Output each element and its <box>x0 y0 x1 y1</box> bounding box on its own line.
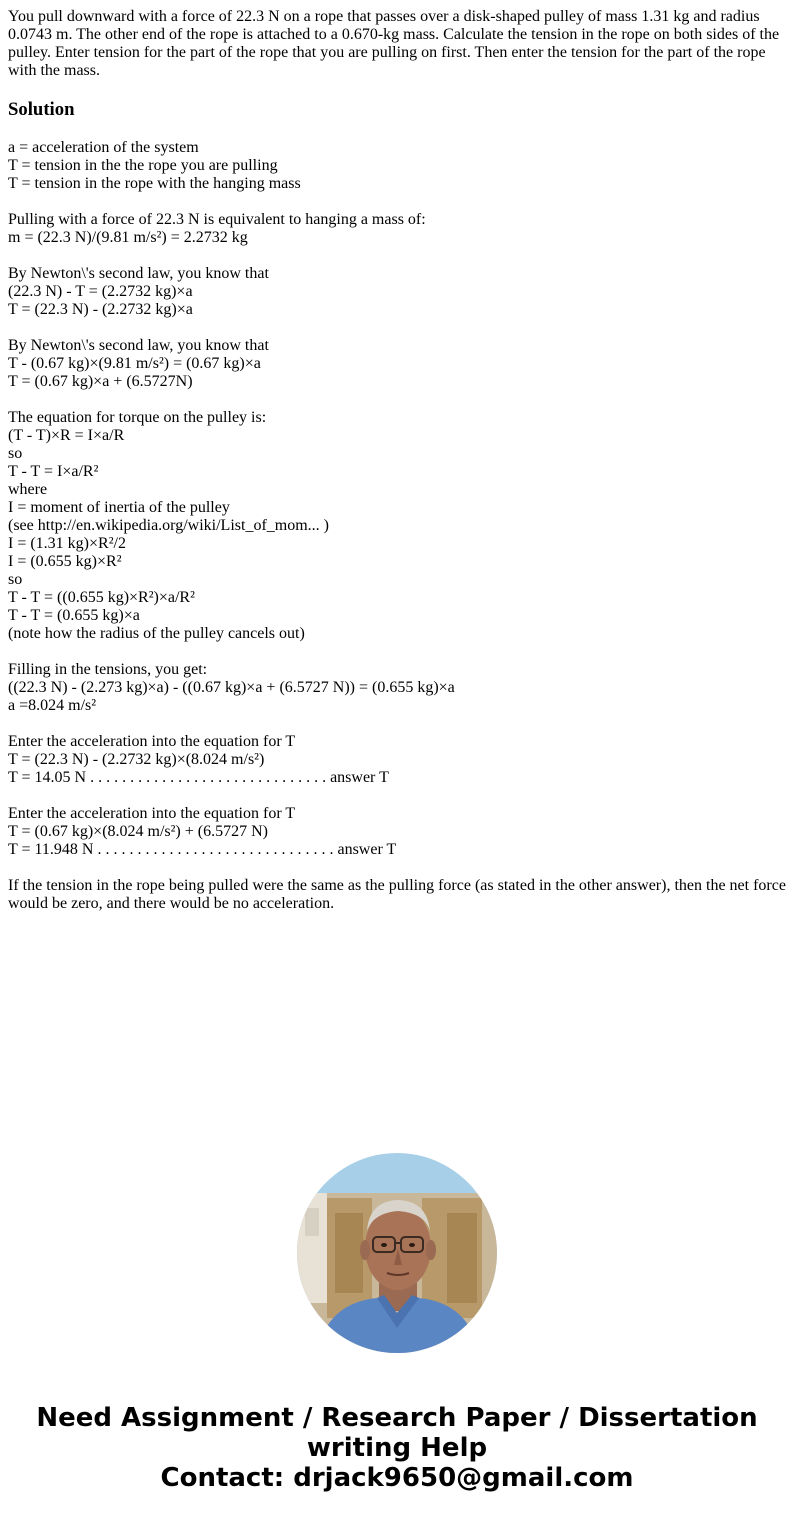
solution-line: Filling in the tensions, you get: <box>8 661 208 678</box>
solution-line: Enter the acceleration into the equation for T <box>8 805 296 822</box>
banner-line-2: writing Help <box>306 1433 488 1463</box>
solution-line: a =8.024 m/s² <box>8 697 97 714</box>
solution-paragraph <box>8 733 788 787</box>
solution-line: By Newton\'s second law, you know that <box>8 265 269 282</box>
solution-line: I = moment of inertia of the pulley <box>8 499 230 516</box>
author-avatar <box>297 1153 497 1353</box>
solution-paragraph <box>8 211 788 247</box>
solution-line: (T - T)×R = I×a/R <box>8 427 125 444</box>
solution-line: I = (0.655 kg)×R² <box>8 553 122 570</box>
solution-line: T = (0.67 kg)×a + (6.5727N) <box>8 373 193 390</box>
solution-paragraph <box>8 409 788 643</box>
solution-paragraph <box>8 661 788 715</box>
solution-line: so <box>8 445 23 462</box>
solution-paragraph <box>8 139 788 193</box>
solution-heading: Solution <box>8 99 75 120</box>
avatar-photo <box>297 1153 497 1353</box>
solution-line: a = acceleration of the system <box>8 139 199 156</box>
solution-line: (see http://en.wikipedia.org/wiki/List_of_mom... ) <box>8 517 329 534</box>
solution-line: so <box>8 571 23 588</box>
solution-line: T = 11.948 N . . . . . . . . . . . . . . . . . . . . . . . . . . . . . . answer T <box>8 841 397 858</box>
solution-line: I = (1.31 kg)×R²/2 <box>8 535 126 552</box>
document-body <box>8 8 788 913</box>
banner-line-1: Need Assignment / Research Paper / Dissertation <box>36 1403 758 1433</box>
assignment-help-banner <box>0 1403 794 1493</box>
solution-line: T - (0.67 kg)×(9.81 m/s²) = (0.67 kg)×a <box>8 355 261 372</box>
solution-line: Pulling with a force of 22.3 N is equivalent to hanging a mass of: <box>8 211 426 228</box>
solution-line: T = tension in the the rope you are pulling <box>8 157 278 174</box>
solution-line: The equation for torque on the pulley is: <box>8 409 267 426</box>
solution-line: T = (22.3 N) - (2.2732 kg)×a <box>8 301 193 318</box>
question-text: You pull downward with a force of 22.3 N on a rope that passes over a disk-shaped pulley of mass 1.31 kg and radius 0.0743 m. The other end of the rope is attached to a 0.670-kg mass. Calculate the tension in the rope on both sides of the pulley. Enter tension for the part of the rope that you are pulling on first. Then enter the tension for the part of the rope with the mass. <box>8 8 780 79</box>
solution-line: T = tension in the rope with the hanging mass <box>8 175 301 192</box>
solution-paragraph <box>8 265 788 319</box>
solution-paragraph <box>8 337 788 391</box>
solution-line: T - T = I×a/R² <box>8 463 99 480</box>
contact-email: Contact: drjack9650@gmail.com <box>160 1463 634 1493</box>
solution-paragraph <box>8 805 788 859</box>
solution-line: By Newton\'s second law, you know that <box>8 337 269 354</box>
solution-line: T = (22.3 N) - (2.2732 kg)×(8.024 m/s²) <box>8 751 265 768</box>
solution-line: T = 14.05 N . . . . . . . . . . . . . . . . . . . . . . . . . . . . . . answer T <box>8 769 389 786</box>
solution-line: Enter the acceleration into the equation for T <box>8 733 296 750</box>
solution-line: T = (0.67 kg)×(8.024 m/s²) + (6.5727 N) <box>8 823 268 840</box>
solution-line: ((22.3 N) - (2.273 kg)×a) - ((0.67 kg)×a + (6.5727 N)) = (0.655 kg)×a <box>8 679 455 696</box>
solution-line: m = (22.3 N)/(9.81 m/s²) = 2.2732 kg <box>8 229 248 246</box>
solution-line: (note how the radius of the pulley cancels out) <box>8 625 305 642</box>
solution-line: (22.3 N) - T = (2.2732 kg)×a <box>8 283 193 300</box>
solution-line: where <box>8 481 48 498</box>
solution-body <box>8 139 788 859</box>
solution-line: T - T = (0.655 kg)×a <box>8 607 140 624</box>
solution-line: T - T = ((0.655 kg)×R²)×a/R² <box>8 589 195 606</box>
final-note: If the tension in the rope being pulled were the same as the pulling force (as stated in the other answer), then the net force would be zero, and there would be no acceleration. <box>8 877 786 912</box>
